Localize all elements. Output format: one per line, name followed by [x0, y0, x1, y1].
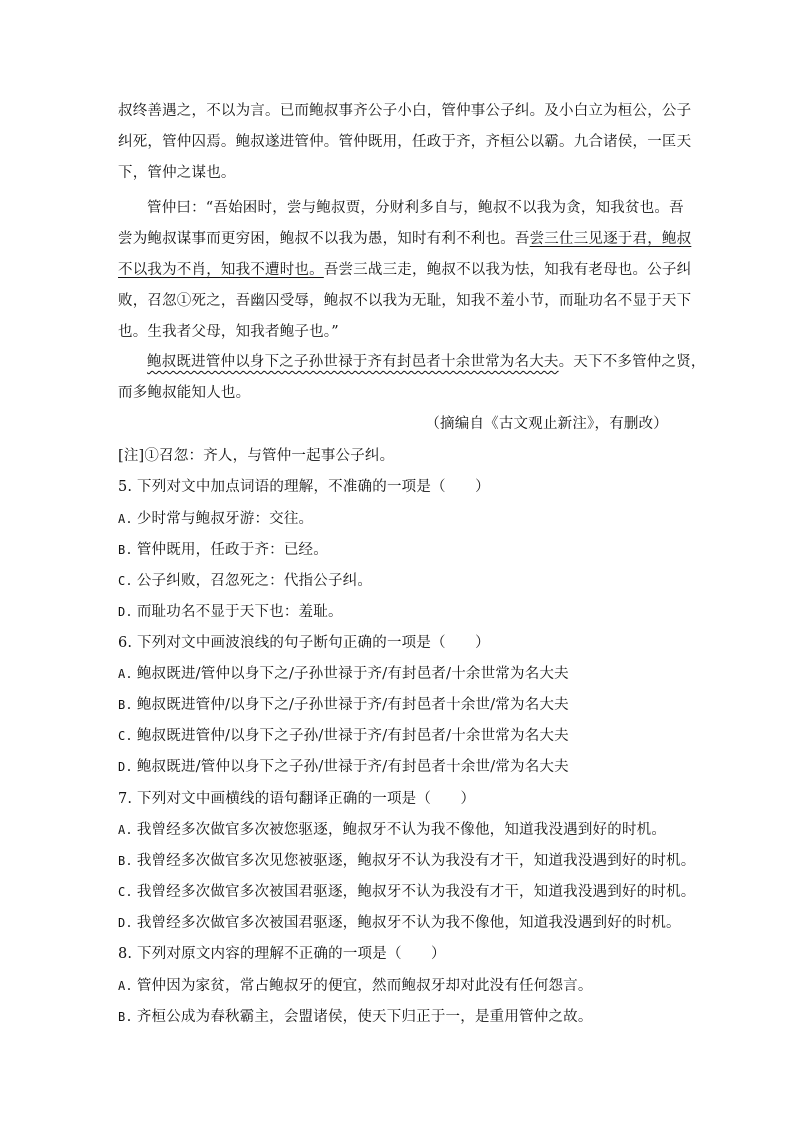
passage-line: 也。生我者父母，知我者鲍子也。” — [118, 324, 339, 340]
option-d — [118, 757, 569, 777]
option-d — [118, 913, 681, 933]
option-a — [118, 976, 593, 996]
option-label: A. — [118, 823, 133, 837]
option-label: D. — [118, 760, 133, 774]
option-label: C. — [118, 574, 133, 588]
option-a — [118, 509, 313, 529]
option-text: 我曾经多次做官多次被国君驱逐，鲍叔牙不认为我没有才干，知道我没遇到好的时机。 — [136, 884, 696, 900]
passage-line: 叔终善遇之，不以为言。已而鲍叔事齐公子小白，管仲事公子纠。及小白立为桓公，公子 — [118, 103, 692, 119]
passage-text: 。天下不多管仲之贤， — [558, 354, 706, 370]
option-c — [118, 726, 569, 746]
option-label: B. — [118, 1010, 133, 1024]
option-text: 管仲既用，任政于齐：已经。 — [136, 542, 328, 558]
option-label: D. — [118, 916, 133, 930]
question-stem: 5. 下列对文中加点词语的理解，不准确的一项是（ ） — [118, 479, 490, 495]
underlined-sentence: 不以我为不肖，知我不遭时也。 — [118, 262, 324, 278]
passage-line — [118, 260, 691, 280]
option-label: B. — [118, 543, 133, 557]
option-b — [118, 540, 328, 560]
passage-line: 下，管仲之谋也。 — [118, 165, 236, 181]
option-b — [118, 851, 695, 871]
option-label: C. — [118, 885, 133, 899]
passage-line — [147, 352, 706, 372]
option-label: D. — [118, 605, 133, 619]
option-label: A. — [118, 667, 133, 681]
option-b — [118, 695, 569, 715]
option-c — [118, 571, 372, 591]
question-stem: 7. 下列对文中画横线的语句翻译正确的一项是（ ） — [118, 791, 476, 807]
option-text: 鲍叔既进/管仲以身下之/子孙世禄于齐/有封邑者/十余世常为名大夫 — [136, 666, 569, 682]
passage-line: 纠死，管仲囚焉。鲍叔遂进管仲。管仲既用，任政于齐，齐桓公以霸。九合诸侯，一匡天 — [118, 134, 692, 150]
option-label: A. — [118, 979, 133, 993]
option-d — [118, 602, 343, 622]
footnote: [注]①召忽：齐人，与管仲一起事公子纠。 — [118, 448, 395, 464]
option-text: 少时常与鲍叔牙游：交往。 — [136, 511, 314, 527]
passage-line — [118, 229, 691, 249]
option-text: 我曾经多次做官多次见您被驱逐，鲍叔牙不认为我没有才干，知道我没遇到好的时机。 — [136, 853, 696, 869]
option-label: C. — [118, 729, 133, 743]
option-text: 公子纠败，召忽死之：代指公子纠。 — [136, 573, 373, 589]
option-label: B. — [118, 698, 133, 712]
option-text: 鲍叔既进/管仲以身下之子孙/世禄于齐/有封邑者十余世/常为名大夫 — [136, 759, 569, 775]
option-text: 我曾经多次做官多次被您驱逐，鲍叔牙不认为我不像他，知道我没遇到好的时机。 — [136, 822, 667, 838]
option-text: 管仲因为家贫，常占鲍叔牙的便宜，然而鲍叔牙却对此没有任何怨言。 — [136, 978, 593, 994]
option-a — [118, 664, 569, 684]
option-text: 齐桓公成为春秋霸主，会盟诸侯，使天下归正于一，是重用管仲之故。 — [136, 1009, 593, 1025]
option-text: 而耻功名不显于天下也：羞耻。 — [136, 604, 343, 620]
option-a — [118, 820, 666, 840]
wavy-underlined-sentence: 鲍叔既进管仲以身下之子孙世禄于齐有封邑者十余世常为名大夫 — [147, 354, 559, 370]
passage-text: 尝为鲍叔谋事而更穷困，鲍叔不以我为愚，知时有利不利也。吾 — [118, 231, 530, 247]
passage-line: 败，召忽①死之，吾幽囚受辱，鲍叔不以我为无耻，知我不羞小节，而耻功名不显于天下 — [118, 293, 692, 309]
question-stem: 6. 下列对文中画波浪线的句子断句正确的一项是（ ） — [118, 635, 490, 651]
option-text: 鲍叔既进管仲/以身下之/子孙世禄于齐/有封邑者十余世/常为名大夫 — [136, 697, 569, 713]
underlined-sentence: 尝三仕三见逐于君，鲍叔 — [529, 231, 692, 247]
option-text: 鲍叔既进管仲/以身下之子孙/世禄于齐/有封邑者/十余世常为名大夫 — [136, 728, 569, 744]
question-stem: 8. 下列对原文内容的理解不正确的一项是（ ） — [118, 946, 446, 962]
option-label: B. — [118, 854, 133, 868]
option-c — [118, 882, 695, 902]
passage-line: 管仲曰：“吾始困时，尝与鲍叔贾，分财利多自与，鲍叔不以我为贪，知我贫也。吾 — [147, 200, 684, 216]
option-text: 我曾经多次做官多次被国君驱逐，鲍叔牙不认为我不像他，知道我没遇到好的时机。 — [136, 915, 681, 931]
option-label: A. — [118, 512, 133, 526]
option-b — [118, 1007, 593, 1027]
source-citation: （摘编自《古文观止新注》，有删改） — [425, 416, 668, 432]
passage-line: 而多鲍叔能知人也。 — [118, 385, 251, 401]
passage-text: 吾尝三战三走，鲍叔不以我为怯，知我有老母也。公子纠 — [323, 262, 692, 278]
